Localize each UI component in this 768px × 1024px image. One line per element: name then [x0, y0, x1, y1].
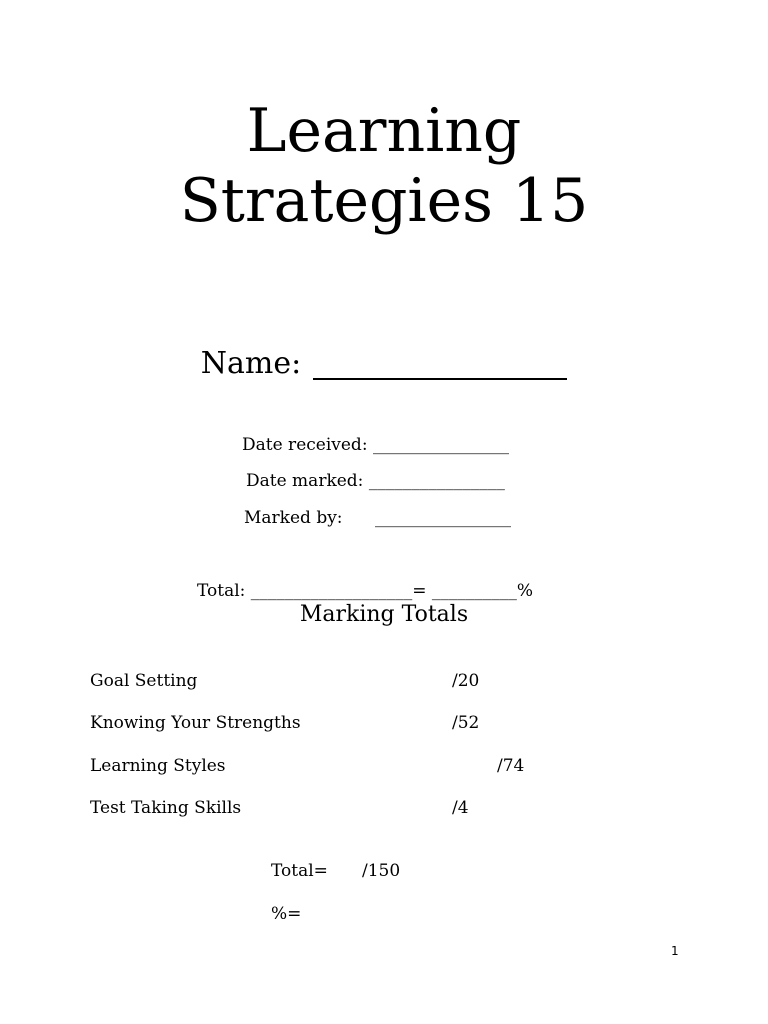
document-title-line-2: Strategies 15	[179, 166, 589, 236]
score-row-value: /74	[497, 756, 525, 776]
grand-total-label: Total=	[271, 861, 328, 881]
name-label: Name:	[200, 346, 302, 381]
marking-totals-heading: Marking Totals	[299, 602, 469, 627]
score-row-value: /20	[452, 671, 480, 691]
score-row-value: /4	[452, 798, 469, 818]
score-row-label: Test Taking Skills	[90, 798, 242, 818]
marked-by-field: Marked by: ________________	[244, 508, 511, 528]
date-marked-field: Date marked: ________________	[246, 471, 505, 491]
date-received-field: Date received: ________________	[242, 435, 509, 455]
score-row-value: /52	[452, 713, 480, 733]
score-row-label: Goal Setting	[90, 671, 198, 691]
name-field-row	[0, 344, 768, 384]
score-row-label: Knowing Your Strengths	[90, 713, 301, 733]
percent-label: %=	[271, 904, 302, 924]
document-title-line-1: Learning	[246, 96, 522, 166]
grand-total-value: /150	[362, 861, 401, 881]
name-blank-line	[313, 348, 567, 380]
page-number: 1	[671, 944, 679, 958]
total-percent-field: Total: ___________________= __________%	[197, 581, 534, 601]
score-row-label: Learning Styles	[90, 756, 226, 776]
